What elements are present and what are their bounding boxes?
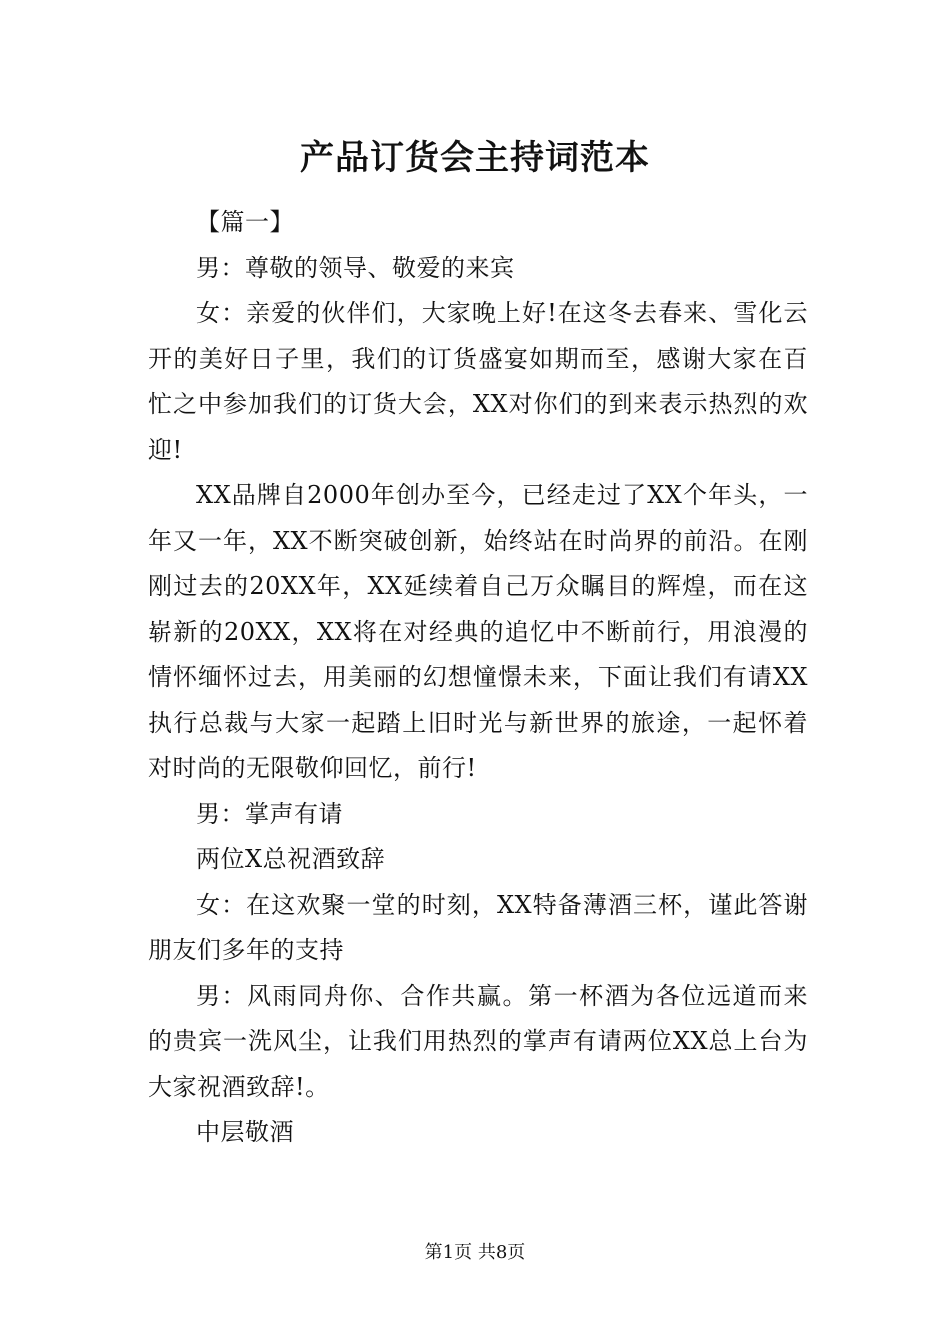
paragraph: 两位X总祝酒致辞 [196,845,386,873]
section-heading: 【篇一】 [196,208,294,236]
paragraph: 男：风雨同舟你、合作共赢。第一杯酒为各位远道而来的贵宾一洗风尘，让我们用热烈的掌声有请两位XX总上台为大家祝酒致辞!。 [148,981,808,1101]
document-body [148,200,808,1156]
paragraph: 女：亲爱的伙伴们，大家晚上好!在这冬去春来、雪化云开的美好日子里，我们的订货盛宴如期而至，感谢大家在百忙之中参加我们的订货大会，XX对你们的到来表示热烈的欢迎! [148,299,808,464]
paragraph: 男：掌声有请 [196,799,343,828]
document-title: 产品订货会主持词范本 [300,138,650,178]
paragraph: 中层敬酒 [196,1118,294,1146]
paragraph: XX品牌自2000年创办至今，已经走过了XX个年头，一年又一年，XX不断突破创新，始终站在时尚界的前沿。在刚刚过去的20XX年，XX延续着自己万众瞩目的辉煌，而在这崭新的20XX，XX将在对经典的追忆中不断前行，用浪漫的情怀缅怀过去，用美丽的幻想憧憬未来，下面让我们有请XX执行总裁与大家一起踏上旧时光与新世界的旅途，一起怀着对时尚的无限敬仰回忆，前行! [148,481,808,782]
paragraph: 男：尊敬的领导、敬爱的来宾 [196,253,515,282]
paragraph: 女：在这欢聚一堂的时刻，XX特备薄酒三杯，谨此答谢朋友们多年的支持 [148,890,808,964]
page-footer: 第1页 共8页 [424,1242,526,1263]
